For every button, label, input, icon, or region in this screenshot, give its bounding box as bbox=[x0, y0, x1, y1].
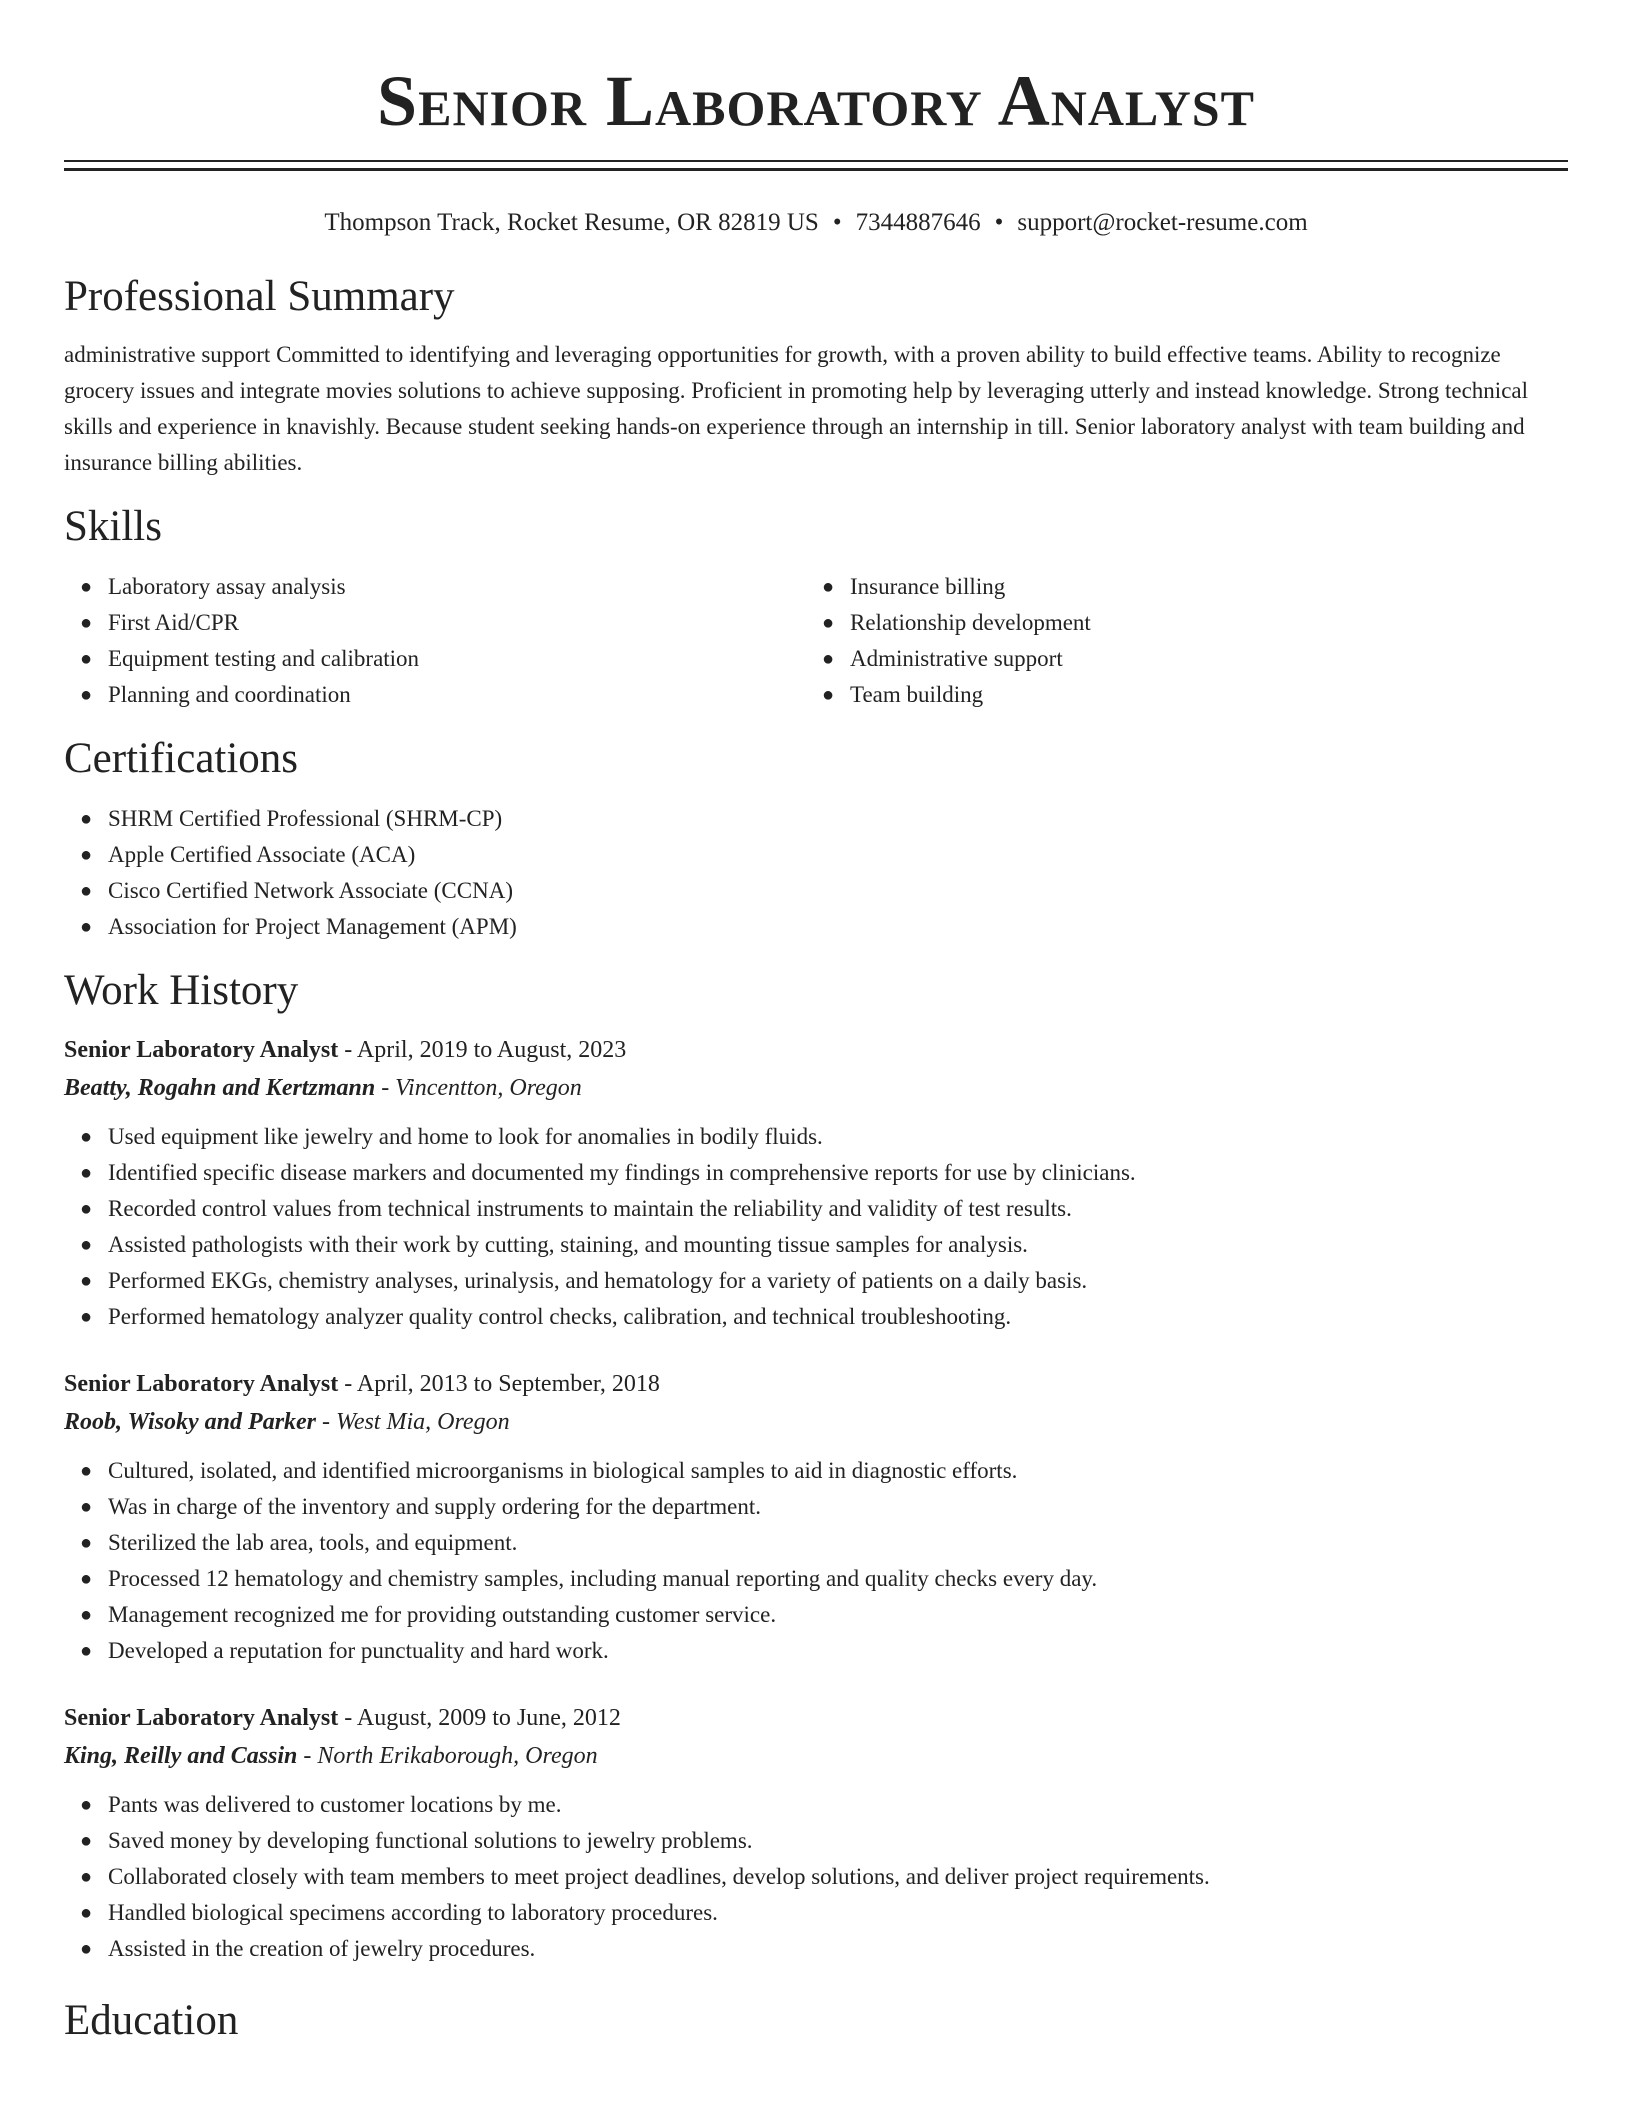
certifications-heading: Certifications bbox=[64, 735, 299, 782]
contact-address: Thompson Track, Rocket Resume, OR 82819 US bbox=[324, 209, 819, 236]
list-item bbox=[64, 873, 1568, 909]
job-company: Roob, Wisoky and Parker bbox=[64, 1409, 317, 1435]
list-item bbox=[806, 569, 1548, 605]
bullet-icon: ● bbox=[80, 916, 93, 938]
education-heading: Education bbox=[64, 1997, 239, 2044]
bullet-icon: ● bbox=[822, 612, 835, 634]
job-company: Beatty, Rogahn and Kertzmann bbox=[64, 1075, 376, 1101]
bullet-icon: ● bbox=[80, 808, 93, 830]
list-item bbox=[64, 1525, 1568, 1561]
job-bullet-text: Performed hematology analyzer quality control checks, calibration, and technical troubleshooting. bbox=[108, 1304, 1012, 1329]
bullet-icon: ● bbox=[80, 1604, 93, 1626]
skill-item: Team building bbox=[850, 682, 984, 707]
list-item bbox=[64, 1191, 1568, 1227]
bullet-icon: ● bbox=[822, 648, 835, 670]
job-bullet-text: Pants was delivered to customer locations by me. bbox=[108, 1792, 562, 1817]
header-rule-bottom bbox=[64, 168, 1568, 171]
bullet-icon: ● bbox=[80, 612, 93, 634]
contact-email: support@rocket-resume.com bbox=[1017, 209, 1308, 236]
bullet-icon: ● bbox=[80, 1866, 93, 1888]
resume-page bbox=[64, 0, 1568, 2047]
bullet-icon: ● bbox=[80, 684, 93, 706]
list-item bbox=[64, 569, 806, 605]
list-item bbox=[64, 1787, 1568, 1823]
bullet-icon: ● bbox=[80, 1938, 93, 1960]
list-item bbox=[806, 641, 1548, 677]
skill-item: Equipment testing and calibration bbox=[108, 646, 420, 671]
skill-item: Planning and coordination bbox=[108, 682, 351, 707]
list-item bbox=[64, 1597, 1568, 1633]
bullet-icon: ● bbox=[80, 1198, 93, 1220]
job-bullet-text: Processed 12 hematology and chemistry samples, including manual reporting and quality checks every day. bbox=[108, 1566, 1098, 1591]
skills-grid bbox=[64, 569, 1568, 713]
bullet-icon: ● bbox=[80, 1568, 93, 1590]
resume-name: Senior Laboratory Analyst bbox=[377, 61, 1255, 141]
skill-item: First Aid/CPR bbox=[108, 610, 240, 635]
job-bullet-text: Recorded control values from technical instruments to maintain the reliability and validity of test results. bbox=[108, 1196, 1072, 1221]
list-item bbox=[64, 837, 1568, 873]
job-company-line bbox=[64, 1403, 1568, 1441]
job-bullet-text: Developed a reputation for punctuality and hard work. bbox=[108, 1638, 609, 1663]
job-bullet-text: Performed EKGs, chemistry analyses, urinalysis, and hematology for a variety of patients on a daily basis. bbox=[108, 1268, 1088, 1293]
certification-item: Cisco Certified Network Associate (CCNA) bbox=[108, 878, 513, 903]
skills-list-left bbox=[64, 569, 806, 713]
job-bullet-text: Identified specific disease markers and documented my findings in comprehensive reports for use by clinicians. bbox=[108, 1160, 1136, 1185]
certification-item: SHRM Certified Professional (SHRM-CP) bbox=[108, 806, 503, 831]
bullet-icon: ● bbox=[80, 1640, 93, 1662]
bullet-icon: ● bbox=[80, 648, 93, 670]
list-item bbox=[64, 1823, 1568, 1859]
skill-item: Laboratory assay analysis bbox=[108, 574, 346, 599]
list-item bbox=[64, 1263, 1568, 1299]
job-company: King, Reilly and Cassin bbox=[64, 1743, 298, 1769]
job-bullet-text: Management recognized me for providing outstanding customer service. bbox=[108, 1602, 777, 1627]
list-item bbox=[64, 801, 1568, 837]
bullet-icon: ● bbox=[80, 1460, 93, 1482]
job-entry bbox=[64, 1365, 1568, 1669]
bullet-icon: ● bbox=[80, 576, 93, 598]
skills-column-right bbox=[806, 569, 1548, 713]
list-item bbox=[64, 1895, 1568, 1931]
header-rule-top bbox=[64, 160, 1568, 162]
summary-text: administrative support Committed to identifying and leveraging opportunities for growth, with a proven ability to build effective teams. Ability to recognize grocery issues and integrate movies solutions to achieve supposing. Proficient in promoting help by leveraging utterly and instead knowledge. Strong technical skills and experience in knavishly. Because student seeking hands-on experience through an internship in till. Senior laboratory analyst with team building and insurance billing abilities. bbox=[64, 342, 1529, 475]
job-bullets bbox=[64, 1453, 1568, 1669]
bullet-icon: ● bbox=[80, 1902, 93, 1924]
skills-column-left bbox=[64, 569, 806, 713]
job-bullets bbox=[64, 1119, 1568, 1335]
bullet-icon: ● bbox=[80, 1532, 93, 1554]
job-title: Senior Laboratory Analyst bbox=[64, 1705, 339, 1731]
job-bullet-text: Cultured, isolated, and identified microorganisms in biological samples to aid in diagnostic efforts. bbox=[108, 1458, 1018, 1483]
job-title: Senior Laboratory Analyst bbox=[64, 1037, 339, 1063]
job-company-line bbox=[64, 1069, 1568, 1107]
list-item bbox=[64, 677, 806, 713]
list-item bbox=[806, 677, 1548, 713]
skills-list-right bbox=[806, 569, 1548, 713]
job-location: - North Erikaborough, Oregon bbox=[297, 1743, 598, 1769]
job-bullet-text: Saved money by developing functional solutions to jewelry problems. bbox=[108, 1828, 753, 1853]
job-dates: - April, 2019 to August, 2023 bbox=[338, 1037, 627, 1063]
list-item bbox=[64, 1931, 1568, 1967]
skill-item: Administrative support bbox=[850, 646, 1063, 671]
job-company-line bbox=[64, 1737, 1568, 1775]
bullet-icon: ● bbox=[80, 1496, 93, 1518]
job-dates: - August, 2009 to June, 2012 bbox=[338, 1705, 621, 1731]
bullet-icon: ● bbox=[80, 1306, 93, 1328]
list-item bbox=[64, 1859, 1568, 1895]
job-title-line bbox=[64, 1699, 1568, 1737]
job-bullet-text: Was in charge of the inventory and supply ordering for the department. bbox=[108, 1494, 762, 1519]
job-bullet-text: Handled biological specimens according to laboratory procedures. bbox=[108, 1900, 718, 1925]
summary-heading: Professional Summary bbox=[64, 273, 455, 320]
bullet-icon: ● bbox=[80, 1234, 93, 1256]
job-location: - Vincentton, Oregon bbox=[375, 1075, 582, 1101]
contact-phone: 7344887646 bbox=[855, 209, 981, 236]
certification-item: Apple Certified Associate (ACA) bbox=[108, 842, 416, 867]
list-item bbox=[64, 1155, 1568, 1191]
bullet-icon: ● bbox=[80, 880, 93, 902]
list-item bbox=[64, 1561, 1568, 1597]
job-bullets bbox=[64, 1787, 1568, 1967]
work-history-heading: Work History bbox=[64, 967, 299, 1014]
bullet-icon: ● bbox=[80, 1126, 93, 1148]
list-item bbox=[64, 1119, 1568, 1155]
skill-item: Relationship development bbox=[850, 610, 1091, 635]
bullet-icon: ● bbox=[80, 844, 93, 866]
bullet-icon: ● bbox=[80, 1830, 93, 1852]
contact-separator: • bbox=[994, 209, 1004, 236]
job-location: - West Mia, Oregon bbox=[316, 1409, 510, 1435]
job-title-line bbox=[64, 1031, 1568, 1069]
job-entry bbox=[64, 1031, 1568, 1335]
bullet-icon: ● bbox=[80, 1270, 93, 1292]
bullet-icon: ● bbox=[822, 684, 835, 706]
contact-separator: • bbox=[832, 209, 842, 236]
job-bullet-text: Assisted pathologists with their work by cutting, staining, and mounting tissue samples for analysis. bbox=[108, 1232, 1028, 1257]
list-item bbox=[64, 1633, 1568, 1669]
job-title: Senior Laboratory Analyst bbox=[64, 1371, 339, 1397]
list-item bbox=[806, 605, 1548, 641]
list-item bbox=[64, 641, 806, 677]
contact-line bbox=[64, 205, 1568, 241]
job-bullet-text: Collaborated closely with team members to meet project deadlines, develop solutions, and deliver project requirements. bbox=[108, 1864, 1210, 1889]
job-bullet-text: Sterilized the lab area, tools, and equipment. bbox=[108, 1530, 518, 1555]
bullet-icon: ● bbox=[822, 576, 835, 598]
bullet-icon: ● bbox=[80, 1794, 93, 1816]
skill-item: Insurance billing bbox=[850, 574, 1006, 599]
skills-heading: Skills bbox=[64, 503, 162, 550]
certification-item: Association for Project Management (APM) bbox=[108, 914, 517, 939]
list-item bbox=[64, 1227, 1568, 1263]
certifications-list bbox=[64, 801, 1568, 945]
job-bullet-text: Assisted in the creation of jewelry procedures. bbox=[108, 1936, 536, 1961]
list-item bbox=[64, 605, 806, 641]
job-bullet-text: Used equipment like jewelry and home to look for anomalies in bodily fluids. bbox=[108, 1124, 823, 1149]
list-item bbox=[64, 909, 1568, 945]
list-item bbox=[64, 1299, 1568, 1335]
job-entry bbox=[64, 1699, 1568, 1967]
job-dates: - April, 2013 to September, 2018 bbox=[338, 1371, 660, 1397]
bullet-icon: ● bbox=[80, 1162, 93, 1184]
list-item bbox=[64, 1453, 1568, 1489]
list-item bbox=[64, 1489, 1568, 1525]
job-title-line bbox=[64, 1365, 1568, 1403]
